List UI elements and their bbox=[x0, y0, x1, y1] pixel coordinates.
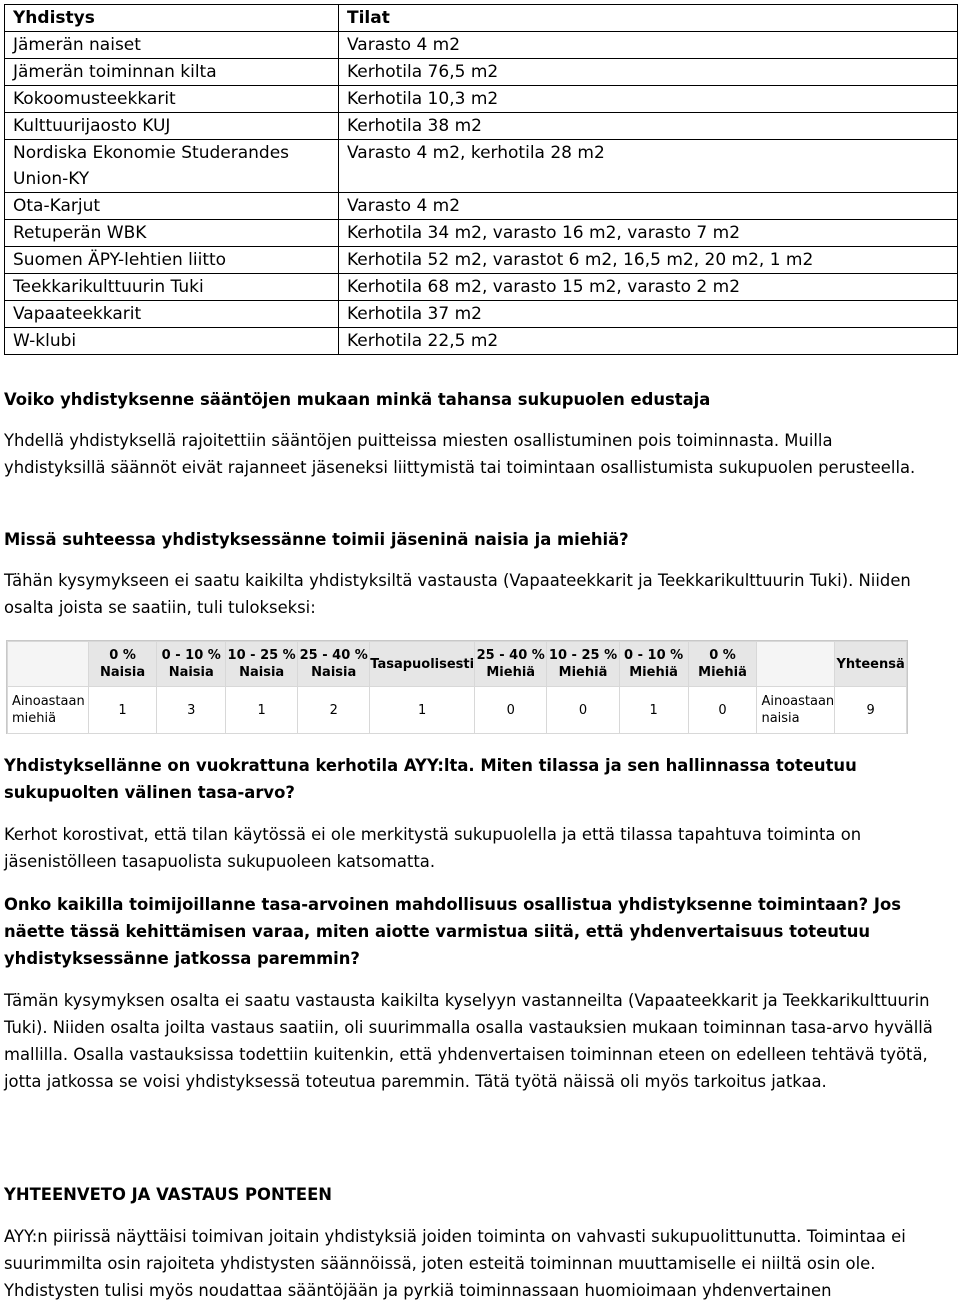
question-answer: Kerhot korostivat, että tilan käytössä ei ole merkitystä sukupuolella ja että tilassa tapahtuva toiminta on jäsenistölleen tasapuolista sukupuoleen katsomatta. bbox=[4, 825, 862, 871]
column-header-facilities: Tilat bbox=[339, 5, 958, 32]
results-header-cell: 25 - 40 % Naisia bbox=[298, 642, 370, 687]
results-cell: 0 bbox=[547, 687, 619, 734]
association-name: Kulttuurijaosto KUJ bbox=[5, 113, 339, 140]
table-row bbox=[5, 140, 958, 167]
association-name: Kokoomusteekkarit bbox=[5, 86, 339, 113]
table-row bbox=[5, 166, 958, 193]
table-row bbox=[5, 59, 958, 86]
association-name: Union-KY bbox=[5, 166, 339, 193]
facility-description: Varasto 4 m2, kerhotila 28 m2 bbox=[339, 140, 958, 167]
summary-heading: YHTEENVETO JA VASTAUS PONTEEN bbox=[4, 1185, 332, 1204]
results-cell: 0 bbox=[688, 687, 757, 734]
results-row-label: Ainoastaan naisia bbox=[757, 687, 835, 734]
results-value-row bbox=[8, 687, 907, 734]
results-cell: 0 bbox=[475, 687, 547, 734]
facility-description: Varasto 4 m2 bbox=[339, 32, 958, 59]
association-name: W-klubi bbox=[5, 328, 339, 355]
table-row bbox=[5, 247, 958, 274]
association-name: Retuperän WBK bbox=[5, 220, 339, 247]
results-cell: 1 bbox=[370, 687, 475, 734]
results-header-cell: 0 % Naisia bbox=[88, 642, 157, 687]
table-row bbox=[5, 301, 958, 328]
results-header-row bbox=[8, 642, 907, 687]
results-header-cell bbox=[8, 642, 89, 687]
results-total-cell: 9 bbox=[835, 687, 907, 734]
facility-description: Kerhotila 38 m2 bbox=[339, 113, 958, 140]
results-cell: 1 bbox=[226, 687, 298, 734]
table-header-row bbox=[5, 5, 958, 32]
facility-description: Kerhotila 68 m2, varasto 15 m2, varasto 2 m2 bbox=[339, 274, 958, 301]
association-name: Vapaateekkarit bbox=[5, 301, 339, 328]
facility-description: Kerhotila 76,5 m2 bbox=[339, 59, 958, 86]
results-cell: 1 bbox=[619, 687, 688, 734]
results-header-cell: Yhteensä bbox=[835, 642, 907, 687]
association-name: Nordiska Ekonomie Studerandes bbox=[5, 140, 339, 167]
table-row bbox=[5, 113, 958, 140]
results-header-cell: 10 - 25 % Miehiä bbox=[547, 642, 619, 687]
question-answer: Tämän kysymyksen osalta ei saatu vastausta kaikilta kyselyyn vastanneilta (Vapaateekkarit ja Teekkarikulttuurin Tuki). Niiden osalta joilta vastaus saatiin, oli suurimmalla osalla vastauksien mukaan toiminnan tasa-arvo hyvällä mallilla. Osalla vastauksissa todettiin kuitenkin, että yhdenvertaisen toiminnan eteen on edelleen tehtävä työtä, jotta jatkossa se voisi yhdistyksessä toteutua paremmin. Tätä työtä näissä oli myös tarkoitus jatkaa. bbox=[4, 991, 933, 1091]
results-header-cell: 10 - 25 % Naisia bbox=[226, 642, 298, 687]
results-header-cell: Tasapuolisesti bbox=[370, 642, 475, 687]
facility-description: Kerhotila 10,3 m2 bbox=[339, 86, 958, 113]
table-row bbox=[5, 274, 958, 301]
facility-description: Kerhotila 52 m2, varastot 6 m2, 16,5 m2, 20 m2, 1 m2 bbox=[339, 247, 958, 274]
association-name: Jämerän naiset bbox=[5, 32, 339, 59]
association-name: Jämerän toiminnan kilta bbox=[5, 59, 339, 86]
results-cell: 1 bbox=[88, 687, 157, 734]
question-heading: Yhdistyksellänne on vuokrattuna kerhotila AYY:lta. Miten tilassa ja sen hallinnassa toteutuu sukupuolten välinen tasa-arvo? bbox=[4, 756, 857, 802]
results-header-cell bbox=[757, 642, 835, 687]
table-row bbox=[5, 32, 958, 59]
facility-description: Kerhotila 34 m2, varasto 16 m2, varasto 7 m2 bbox=[339, 220, 958, 247]
table-row bbox=[5, 193, 958, 220]
facility-description bbox=[339, 166, 958, 193]
question-answer: Tähän kysymykseen ei saatu kaikilta yhdistyksiltä vastausta (Vapaateekkarit ja Teekkarikulttuurin Tuki). Niiden osalta joista se saatiin, tuli tulokseksi: bbox=[4, 571, 911, 617]
association-name: Suomen ÄPY-lehtien liitto bbox=[5, 247, 339, 274]
table-row bbox=[5, 86, 958, 113]
table-row bbox=[5, 328, 958, 355]
question-answer: Yhdellä yhdistyksellä rajoitettiin sääntöjen puitteissa miesten osallistuminen pois toiminnasta. Muilla yhdistyksillä säännöt eivät rajanneet jäseneksi liittymistä tai toimintaan osallistumista sukupuolen perusteella. bbox=[4, 431, 916, 477]
facility-description: Varasto 4 m2 bbox=[339, 193, 958, 220]
results-header-cell: 25 - 40 % Miehiä bbox=[475, 642, 547, 687]
results-header-cell: 0 % Miehiä bbox=[688, 642, 757, 687]
question-heading: Onko kaikilla toimijoillanne tasa-arvoinen mahdollisuus osallistua yhdistyksenne toimintaan? Jos näette tässä kehittämisen varaa, miten aiotte varmistua siitä, että yhdenvertaisuus toteutuu yhdistyksessänne jatkossa paremmin? bbox=[4, 895, 901, 968]
table-row bbox=[5, 220, 958, 247]
facility-description: Kerhotila 37 m2 bbox=[339, 301, 958, 328]
question-heading: Voiko yhdistyksenne sääntöjen mukaan minkä tahansa sukupuolen edustaja bbox=[4, 390, 711, 409]
association-name: Ota-Karjut bbox=[5, 193, 339, 220]
results-row-label: Ainoastaan miehiä bbox=[8, 687, 89, 734]
results-cell: 2 bbox=[298, 687, 370, 734]
results-cell: 3 bbox=[157, 687, 226, 734]
association-name: Teekkarikulttuurin Tuki bbox=[5, 274, 339, 301]
member-gender-results-table bbox=[6, 640, 908, 734]
question-heading: Missä suhteessa yhdistyksessänne toimii jäseninä naisia ja miehiä? bbox=[4, 530, 629, 549]
results-header-cell: 0 - 10 % Naisia bbox=[157, 642, 226, 687]
association-facilities-table bbox=[4, 4, 958, 355]
column-header-association: Yhdistys bbox=[5, 5, 339, 32]
summary-text: AYY:n piirissä näyttäisi toimivan joitain yhdistyksiä joiden toiminta on vahvasti sukupuolittunutta. Toimintaa ei suurimmilta osin rajoiteta yhdistysten säännöissä, joten esteitä toiminnan muuttamiselle ei niiltä osin ole. Yhdistysten tulisi myös noudattaa sääntöjään ja pyrkiä toiminnassaan huomioimaan yhdenvertainen bbox=[4, 1227, 906, 1300]
results-header-cell: 0 - 10 % Miehiä bbox=[619, 642, 688, 687]
facility-description: Kerhotila 22,5 m2 bbox=[339, 328, 958, 355]
